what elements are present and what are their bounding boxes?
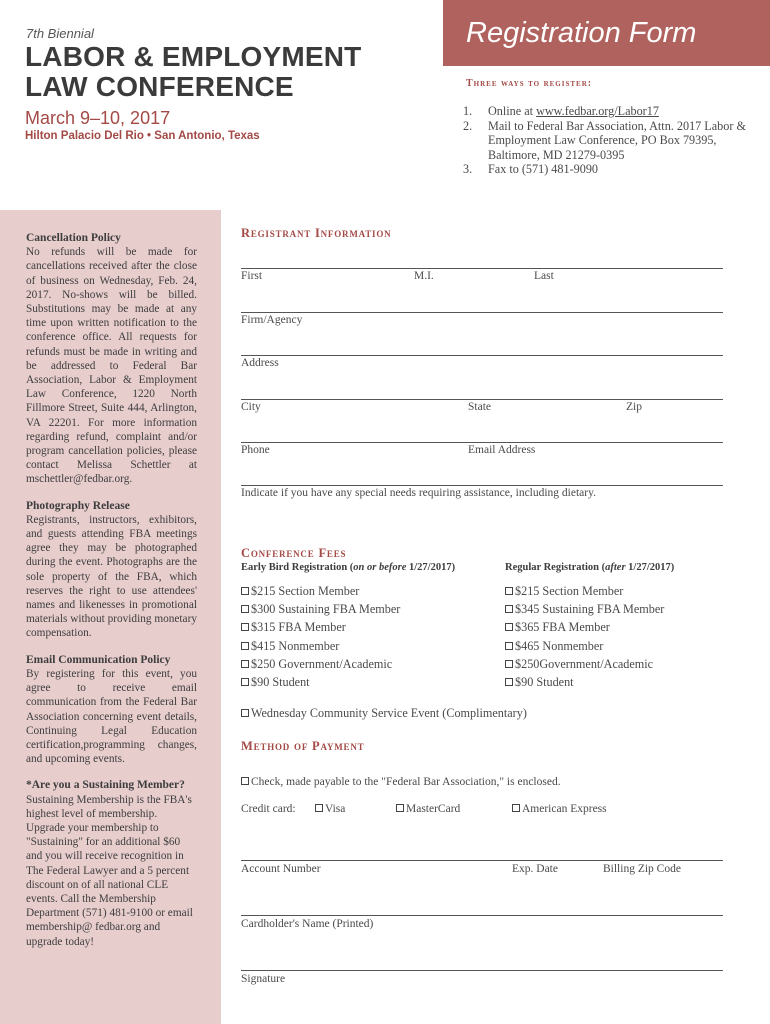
early-bird-date: 1/27/2017)	[406, 562, 456, 573]
conference-edition: 7th Biennial	[26, 26, 94, 41]
early-fee-option[interactable]	[241, 637, 400, 655]
cardholder-label: Cardholder's Name (Printed)	[241, 918, 374, 930]
conference-venue: Hilton Palacio Del Rio • San Antonio, Texas	[25, 130, 260, 142]
early-fee-option[interactable]	[241, 600, 400, 618]
checkbox[interactable]	[396, 804, 404, 812]
way-text: Mail to Federal Bar Association, Attn. 2017 Labor & Employment Law Conference, PO Box 79395, Baltimore, MD 21279-0395	[488, 118, 746, 162]
policy-content	[26, 231, 197, 961]
title-line-2: LAW CONFERENCE	[25, 71, 294, 102]
email-label: Email Address	[468, 444, 536, 456]
billing-zip-label: Billing Zip Code	[603, 863, 681, 875]
way-number: 2.	[463, 118, 473, 133]
last-name-label: Last	[534, 270, 554, 282]
conference-title	[25, 42, 361, 102]
conference-dates: March 9–10, 2017	[25, 108, 171, 128]
state-label: State	[468, 401, 491, 413]
fee-label: $250 Government/Academic	[251, 656, 393, 671]
way-online	[463, 104, 763, 119]
checkbox[interactable]	[505, 660, 513, 668]
regular-label: Regular Registration (	[505, 562, 606, 573]
checkbox[interactable]	[241, 777, 249, 785]
title-line-1: LABOR & EMPLOYMENT	[25, 41, 362, 72]
cardholder-line[interactable]	[241, 915, 723, 916]
checkbox[interactable]	[241, 660, 249, 668]
fee-label: $315 FBA Member	[251, 620, 346, 635]
mastercard-option[interactable]	[396, 803, 460, 815]
regular-fee-option[interactable]	[505, 618, 664, 636]
checkbox[interactable]	[241, 623, 249, 631]
community-event-option[interactable]	[241, 706, 527, 721]
photography-heading: Photography Release	[26, 499, 130, 512]
checkbox[interactable]	[241, 678, 249, 686]
amex-label: American Express	[522, 803, 607, 815]
way-fax	[463, 162, 763, 177]
checkbox[interactable]	[512, 804, 520, 812]
regular-options	[505, 582, 664, 691]
regular-fee-option[interactable]	[505, 600, 664, 618]
visa-option[interactable]	[315, 803, 345, 815]
firm-label: Firm/Agency	[241, 314, 303, 326]
photography-release	[26, 499, 197, 641]
early-bird-label: Early Bird Registration (	[241, 562, 354, 573]
fee-label: $345 Sustaining FBA Member	[515, 602, 665, 617]
ways-list	[463, 104, 763, 177]
name-line[interactable]	[241, 268, 723, 269]
way-number: 3.	[463, 162, 473, 176]
early-fee-option[interactable]	[241, 618, 400, 636]
checkbox[interactable]	[505, 642, 513, 650]
mastercard-label: MasterCard	[406, 803, 461, 815]
check-label: Check, made payable to the "Federal Bar Association," is enclosed.	[251, 776, 561, 788]
regular-fee-option[interactable]	[505, 582, 664, 600]
early-fee-option[interactable]	[241, 655, 400, 673]
registration-form-title: Registration Form	[466, 17, 697, 49]
cancellation-heading: Cancellation Policy	[26, 232, 121, 244]
phone-label: Phone	[241, 444, 270, 456]
fees-heading: Conference Fees	[241, 546, 347, 560]
regular-date: 1/27/2017)	[625, 562, 675, 573]
amex-option[interactable]	[512, 803, 607, 815]
visa-label: Visa	[325, 803, 346, 815]
way-text: Online at	[488, 104, 537, 118]
zip-label: Zip	[626, 401, 642, 413]
checkbox[interactable]	[505, 678, 513, 686]
fee-label: $215 Section Member	[515, 584, 624, 598]
photography-body: Registrants, instructors, exhibitors, and guests attending FBA meetings agree they may be photographed during the event. Photographs are the sole property of the FBA, which reserves the right to use attendees' names and likenesses in promotional materials without providing monetary compensation.	[26, 513, 197, 640]
way-text: Fax to (571) 481-9090	[488, 162, 599, 176]
early-fee-option[interactable]	[241, 582, 400, 600]
registration-link[interactable]: www.fedbar.org/Labor17	[536, 104, 659, 118]
fee-label: $215 Section Member	[251, 584, 360, 598]
city-line[interactable]	[241, 399, 723, 400]
signature-line[interactable]	[241, 970, 723, 971]
registrant-heading: Registrant Information	[241, 226, 392, 240]
signature-label: Signature	[241, 973, 286, 985]
sustaining-body: Sustaining Membership is the FBA's highest level of membership. Upgrade your membership to "Sustaining" for an additional $60 and you will receive recognition in The Federal Lawyer and a 5 percent discount on of all national CLE events. Call the Membership Department (571) 481-9100 or email membership@ fedbar.org and upgrade today!	[26, 793, 193, 948]
firm-line[interactable]	[241, 312, 723, 313]
check-option[interactable]	[241, 776, 561, 788]
checkbox[interactable]	[241, 709, 249, 717]
checkbox[interactable]	[505, 587, 513, 595]
checkbox[interactable]	[315, 804, 323, 812]
special-needs-line[interactable]	[241, 485, 723, 486]
address-label: Address	[241, 357, 279, 369]
fee-label: $415 Nonmember	[251, 638, 340, 653]
fee-label: $90 Student	[515, 675, 574, 690]
fee-label: $300 Sustaining FBA Member	[251, 602, 401, 617]
early-fee-option[interactable]	[241, 673, 400, 691]
account-line[interactable]	[241, 860, 723, 861]
phone-line[interactable]	[241, 442, 723, 443]
early-bird-heading	[241, 562, 455, 573]
fee-label: $90 Student	[251, 675, 310, 690]
checkbox[interactable]	[505, 605, 513, 613]
ways-heading: Three ways to register:	[466, 78, 593, 89]
email-body: By registering for this event, you agree to receive email communication from the Federal Bar Association concerning event details, Continuing Legal Education certification,programming changes, and upcoming events.	[26, 667, 197, 766]
email-heading: Email Communication Policy	[26, 653, 171, 666]
cancellation-body: No refunds will be made for cancellations received after the close of business on Wednesday, Feb. 24, 2017. No-shows will be billed. Substitutions may be made at any time upon written notification to the conference office. All requests for refunds must be made in writing and be addressed to Federal Bar Association, Labor & Employment Law Conference, 1220 North Fillmore Street, Suite 444, Arlington, VA 22201. For more information regarding refund, complaint and/or program cancellation policies, please contact Melissa Schettler at mschettler@fedbar.org.	[26, 246, 197, 486]
way-number: 1.	[463, 104, 473, 118]
early-bird-qualifier: on or before	[353, 562, 407, 573]
middle-initial-label: M.I.	[414, 270, 434, 282]
payment-heading: Method of Payment	[241, 739, 365, 753]
regular-qualifier: after	[605, 562, 626, 573]
sustaining-member-info	[26, 778, 197, 948]
checkbox[interactable]	[241, 587, 249, 595]
community-event-label: Wednesday Community Service Event (Complimentary)	[251, 706, 527, 720]
early-bird-options	[241, 582, 400, 691]
credit-card-label: Credit card:	[241, 803, 296, 815]
way-mail	[463, 119, 763, 163]
email-policy	[26, 653, 197, 767]
regular-fee-option[interactable]	[505, 655, 664, 673]
fee-label: $365 FBA Member	[515, 620, 610, 635]
regular-fee-option[interactable]	[505, 637, 664, 655]
regular-heading	[505, 562, 674, 573]
special-needs-label: Indicate if you have any special needs requiring assistance, including dietary.	[241, 487, 596, 499]
exp-date-label: Exp. Date	[512, 863, 558, 875]
checkbox[interactable]	[241, 605, 249, 613]
fee-label: $465 Nonmember	[515, 638, 604, 653]
fee-label: $250Government/Academic	[515, 656, 654, 671]
first-name-label: First	[241, 270, 263, 282]
regular-fee-option[interactable]	[505, 673, 664, 691]
checkbox[interactable]	[505, 623, 513, 631]
checkbox[interactable]	[241, 642, 249, 650]
city-label: City	[241, 401, 261, 413]
address-line[interactable]	[241, 355, 723, 356]
account-number-label: Account Number	[241, 863, 321, 875]
cancellation-policy	[26, 231, 197, 487]
sustaining-heading: *Are you a Sustaining Member?	[26, 779, 185, 792]
